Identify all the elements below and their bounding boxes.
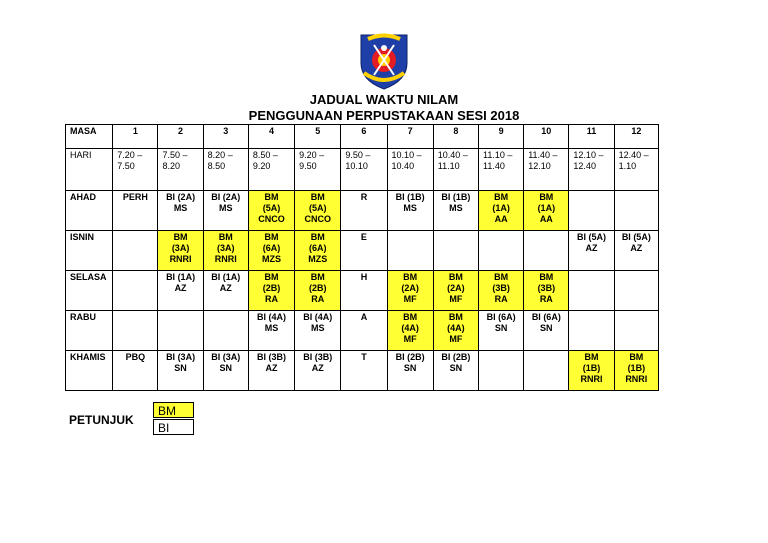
cell-text: BM	[310, 192, 325, 202]
cell-text: (4A)	[401, 323, 419, 333]
cell-text: BM	[539, 192, 554, 202]
cell-text: BI (6A)	[531, 312, 561, 322]
cell-text: BM	[264, 272, 279, 282]
cell-text: SN	[449, 363, 463, 373]
cell-text: RNRI	[580, 374, 603, 384]
cell-text: MS	[173, 203, 188, 213]
cell-text: MS	[449, 203, 463, 213]
cell-text: RA	[494, 294, 508, 304]
cell-text: BI (3B)	[303, 352, 333, 362]
cell-text: BI (6A)	[486, 312, 516, 322]
cell-text: 9.50 –	[345, 150, 371, 160]
cell-text: BM	[218, 232, 233, 242]
cell-text: 8.20	[162, 161, 180, 171]
period-time	[248, 149, 294, 191]
period-time	[433, 149, 478, 191]
cell-text: BI (2B)	[441, 352, 471, 362]
period-number: 2	[158, 125, 203, 149]
cell-text: (5A)	[262, 203, 281, 213]
cell-text: CNCO	[258, 214, 285, 224]
schedule-cell	[387, 271, 433, 311]
schedule-cell	[113, 311, 158, 351]
cell-text: BM	[310, 272, 325, 282]
cell-text: SN	[219, 363, 233, 373]
cell-text: MF	[403, 334, 417, 344]
period-number: 5	[295, 125, 341, 149]
period-time	[614, 149, 658, 191]
cell-text: 10.10	[345, 161, 368, 171]
cell-text: MZS	[308, 254, 328, 264]
cell-text: BI (1A)	[166, 272, 196, 282]
cell-text: 9.20 –	[299, 150, 325, 160]
schedule-cell	[569, 231, 614, 271]
cell-text: 12.10	[528, 161, 551, 171]
cell-text: AZ	[585, 243, 598, 253]
cell-text: BI (3B)	[257, 352, 286, 362]
cell-text: SN	[494, 323, 508, 333]
period-time	[295, 149, 341, 191]
schedule-cell	[158, 231, 203, 271]
schedule-cell	[203, 191, 248, 231]
cell-text: 12.10 –	[573, 150, 604, 160]
schedule-cell	[295, 311, 341, 351]
cell-text: AZ	[265, 363, 278, 373]
legend-label: PETUNJUK	[69, 413, 134, 427]
cell-text: (1B)	[582, 363, 601, 373]
cell-text: (1A)	[537, 203, 556, 213]
period-number: 11	[569, 125, 614, 149]
period-time	[387, 149, 433, 191]
cell-text: BI (1B)	[395, 192, 425, 202]
period-number: 7	[387, 125, 433, 149]
cell-text: (2B)	[308, 283, 327, 293]
cell-text: (6A)	[308, 243, 327, 253]
schedule-cell	[524, 271, 569, 311]
period-number: 8	[433, 125, 478, 149]
period-number: 12	[614, 125, 658, 149]
period-time	[158, 149, 203, 191]
cell-text: BM	[264, 232, 279, 242]
cell-text: BI (2A)	[166, 192, 196, 202]
table-row	[66, 231, 659, 271]
cell-text: MF	[449, 294, 463, 304]
schedule-cell	[341, 351, 387, 391]
schedule-cell	[614, 191, 658, 231]
cell-text: SN	[174, 363, 187, 373]
schedule-cell	[203, 231, 248, 271]
schedule-cell	[341, 311, 387, 351]
legend-bi-swatch: BI	[153, 419, 194, 435]
period-number: 10	[524, 125, 569, 149]
schedule-cell	[341, 231, 387, 271]
cell-text: BM	[448, 272, 463, 282]
period-number: 9	[478, 125, 523, 149]
schedule-cell	[524, 311, 569, 351]
cell-text: (1A)	[492, 203, 510, 213]
page-title: JADUAL WAKTU NILAM	[309, 92, 459, 107]
schedule-cell	[113, 351, 158, 391]
cell-text: MF	[449, 334, 463, 344]
cell-text: PBQ	[125, 352, 146, 362]
cell-text: BM	[494, 192, 509, 202]
cell-text: MF	[403, 294, 417, 304]
cell-text: SN	[403, 363, 417, 373]
schedule-cell	[295, 231, 341, 271]
schedule-cell	[614, 271, 658, 311]
schedule-cell	[158, 311, 203, 351]
schedule-cell	[295, 191, 341, 231]
schedule-cell	[478, 191, 523, 231]
cell-text: A	[360, 312, 368, 322]
cell-text: 8.50 –	[252, 150, 278, 160]
cell-text: PERH	[122, 192, 148, 202]
cell-text: T	[361, 352, 367, 362]
cell-text: (5A)	[308, 203, 327, 213]
schedule-cell	[569, 191, 614, 231]
schedule-cell	[524, 231, 569, 271]
cell-text: 11.10 –	[482, 150, 513, 160]
cell-text: BI (1B)	[441, 192, 471, 202]
schedule-cell	[341, 271, 387, 311]
period-time	[569, 149, 614, 191]
cell-text: BI (4A)	[303, 312, 333, 322]
schedule-cell	[158, 191, 203, 231]
legend-bm-swatch: BM	[153, 402, 194, 418]
cell-text: RA	[539, 294, 553, 304]
cell-text: 11.40	[482, 161, 505, 171]
schedule-cell	[569, 351, 614, 391]
schedule-cell	[341, 191, 387, 231]
cell-text: BM	[403, 272, 418, 282]
cell-text: BM	[403, 312, 418, 322]
cell-text: AZ	[219, 283, 232, 293]
cell-text: BI (2A)	[211, 192, 241, 202]
schedule-cell	[113, 231, 158, 271]
schedule-cell	[614, 311, 658, 351]
cell-text: SN	[540, 323, 553, 333]
cell-text: 8.20 –	[207, 150, 233, 160]
schedule-cell	[524, 351, 569, 391]
cell-text: MS	[403, 203, 417, 213]
cell-text: BI (3A)	[211, 352, 241, 362]
schedule-cell	[433, 351, 478, 391]
day-label: RABU	[66, 311, 113, 351]
table-row	[66, 191, 659, 231]
cell-text: 7.50	[117, 161, 135, 171]
cell-text: CNCO	[304, 214, 331, 224]
cell-text: BM	[310, 232, 325, 242]
cell-text: 1.10	[618, 161, 637, 171]
cell-text: BM	[539, 272, 554, 282]
schedule-cell	[387, 311, 433, 351]
cell-text: BI (4A)	[257, 312, 286, 322]
schedule-cell	[433, 191, 478, 231]
hari-header: HARI	[66, 149, 113, 191]
period-number: 6	[341, 125, 387, 149]
table-row-masa	[66, 125, 659, 149]
cell-text: RNRI	[214, 254, 237, 264]
cell-text: BI (2B)	[395, 352, 425, 362]
schedule-cell	[248, 271, 294, 311]
table-row	[66, 351, 659, 391]
cell-text: RNRI	[625, 374, 648, 384]
period-time	[478, 149, 523, 191]
period-time	[341, 149, 387, 191]
masa-header: MASA	[66, 125, 113, 149]
period-number: 1	[113, 125, 158, 149]
cell-text: BI (1A)	[211, 272, 241, 282]
day-label: KHAMIS	[66, 351, 113, 391]
schedule-cell	[158, 351, 203, 391]
cell-text: AZ	[630, 243, 643, 253]
schedule-cell	[295, 271, 341, 311]
schedule-cell	[158, 271, 203, 311]
schedule-cell	[614, 231, 658, 271]
cell-text: 9.20	[252, 161, 271, 171]
table-row-hari	[66, 149, 659, 191]
cell-text: (3A)	[171, 243, 190, 253]
cell-text: BI (5A)	[621, 232, 651, 242]
schedule-cell	[248, 311, 294, 351]
schedule-cell	[433, 231, 478, 271]
schedule-cell	[248, 351, 294, 391]
schedule-cell	[203, 351, 248, 391]
cell-text: BM	[494, 272, 509, 282]
cell-text: E	[360, 232, 367, 242]
cell-text: 10.10 –	[391, 150, 422, 160]
schedule-cell	[478, 351, 523, 391]
cell-text: H	[360, 272, 368, 282]
cell-text: MS	[219, 203, 233, 213]
schedule-cell	[387, 231, 433, 271]
period-time	[203, 149, 248, 191]
schedule-cell	[203, 271, 248, 311]
schedule-cell	[387, 351, 433, 391]
cell-text: AZ	[311, 363, 324, 373]
cell-text: (3A)	[217, 243, 235, 253]
day-label: ISNIN	[66, 231, 113, 271]
cell-text: MZS	[262, 254, 281, 264]
day-label: AHAD	[66, 191, 113, 231]
cell-text: 11.10	[437, 161, 460, 171]
schedule-cell	[113, 191, 158, 231]
cell-text: 7.20 –	[117, 150, 143, 160]
cell-text: 7.50 –	[162, 150, 188, 160]
timetable	[65, 124, 659, 391]
cell-text: AZ	[174, 283, 187, 293]
cell-text: (2B)	[262, 283, 281, 293]
cell-text: BM	[264, 192, 279, 202]
cell-text: 8.50	[207, 161, 226, 171]
day-label: SELASA	[66, 271, 113, 311]
cell-text: BM	[173, 232, 188, 242]
schedule-cell	[478, 311, 523, 351]
table-row	[66, 311, 659, 351]
cell-text: BI (5A)	[577, 232, 607, 242]
cell-text: RA	[311, 294, 325, 304]
schedule-cell	[248, 231, 294, 271]
cell-text: MS	[264, 323, 279, 333]
cell-text: 11.40 –	[528, 150, 558, 160]
schedule-cell	[295, 351, 341, 391]
cell-text: (6A)	[262, 243, 281, 253]
period-time	[113, 149, 158, 191]
table-row	[66, 271, 659, 311]
cell-text: 9.50	[299, 161, 317, 171]
cell-text: (1B)	[627, 363, 646, 373]
cell-text: AA	[494, 214, 508, 224]
cell-text: BM	[448, 312, 463, 322]
schedule-cell	[614, 351, 658, 391]
period-number: 3	[203, 125, 248, 149]
schedule-cell	[433, 311, 478, 351]
cell-text: (3B)	[492, 283, 510, 293]
cell-text: (3B)	[537, 283, 556, 293]
cell-text: RA	[265, 294, 278, 304]
school-crest-logo	[358, 33, 410, 91]
schedule-cell	[569, 311, 614, 351]
schedule-cell	[478, 231, 523, 271]
cell-text: R	[360, 192, 368, 202]
schedule-cell	[524, 191, 569, 231]
cell-text: BM	[584, 352, 599, 362]
cell-text: (4A)	[447, 323, 465, 333]
schedule-cell	[387, 191, 433, 231]
cell-text: 10.40	[391, 161, 415, 171]
schedule-cell	[478, 271, 523, 311]
schedule-cell	[433, 271, 478, 311]
schedule-cell	[113, 271, 158, 311]
cell-text: 12.40	[573, 161, 596, 171]
cell-text: (2A)	[401, 283, 419, 293]
cell-text: AA	[539, 214, 553, 224]
schedule-cell	[569, 271, 614, 311]
cell-text: BI (3A)	[166, 352, 196, 362]
cell-text: 10.40 –	[437, 150, 468, 160]
cell-text: BM	[629, 352, 644, 362]
period-time	[524, 149, 569, 191]
page-subtitle: PENGGUNAAN PERPUSTAKAAN SESI 2018	[248, 108, 520, 123]
period-number: 4	[248, 125, 294, 149]
cell-text: (2A)	[447, 283, 465, 293]
cell-text: RNRI	[169, 254, 192, 264]
cell-text: MS	[310, 323, 325, 333]
schedule-cell	[248, 191, 294, 231]
cell-text: 12.40 –	[618, 150, 649, 160]
schedule-cell	[203, 311, 248, 351]
